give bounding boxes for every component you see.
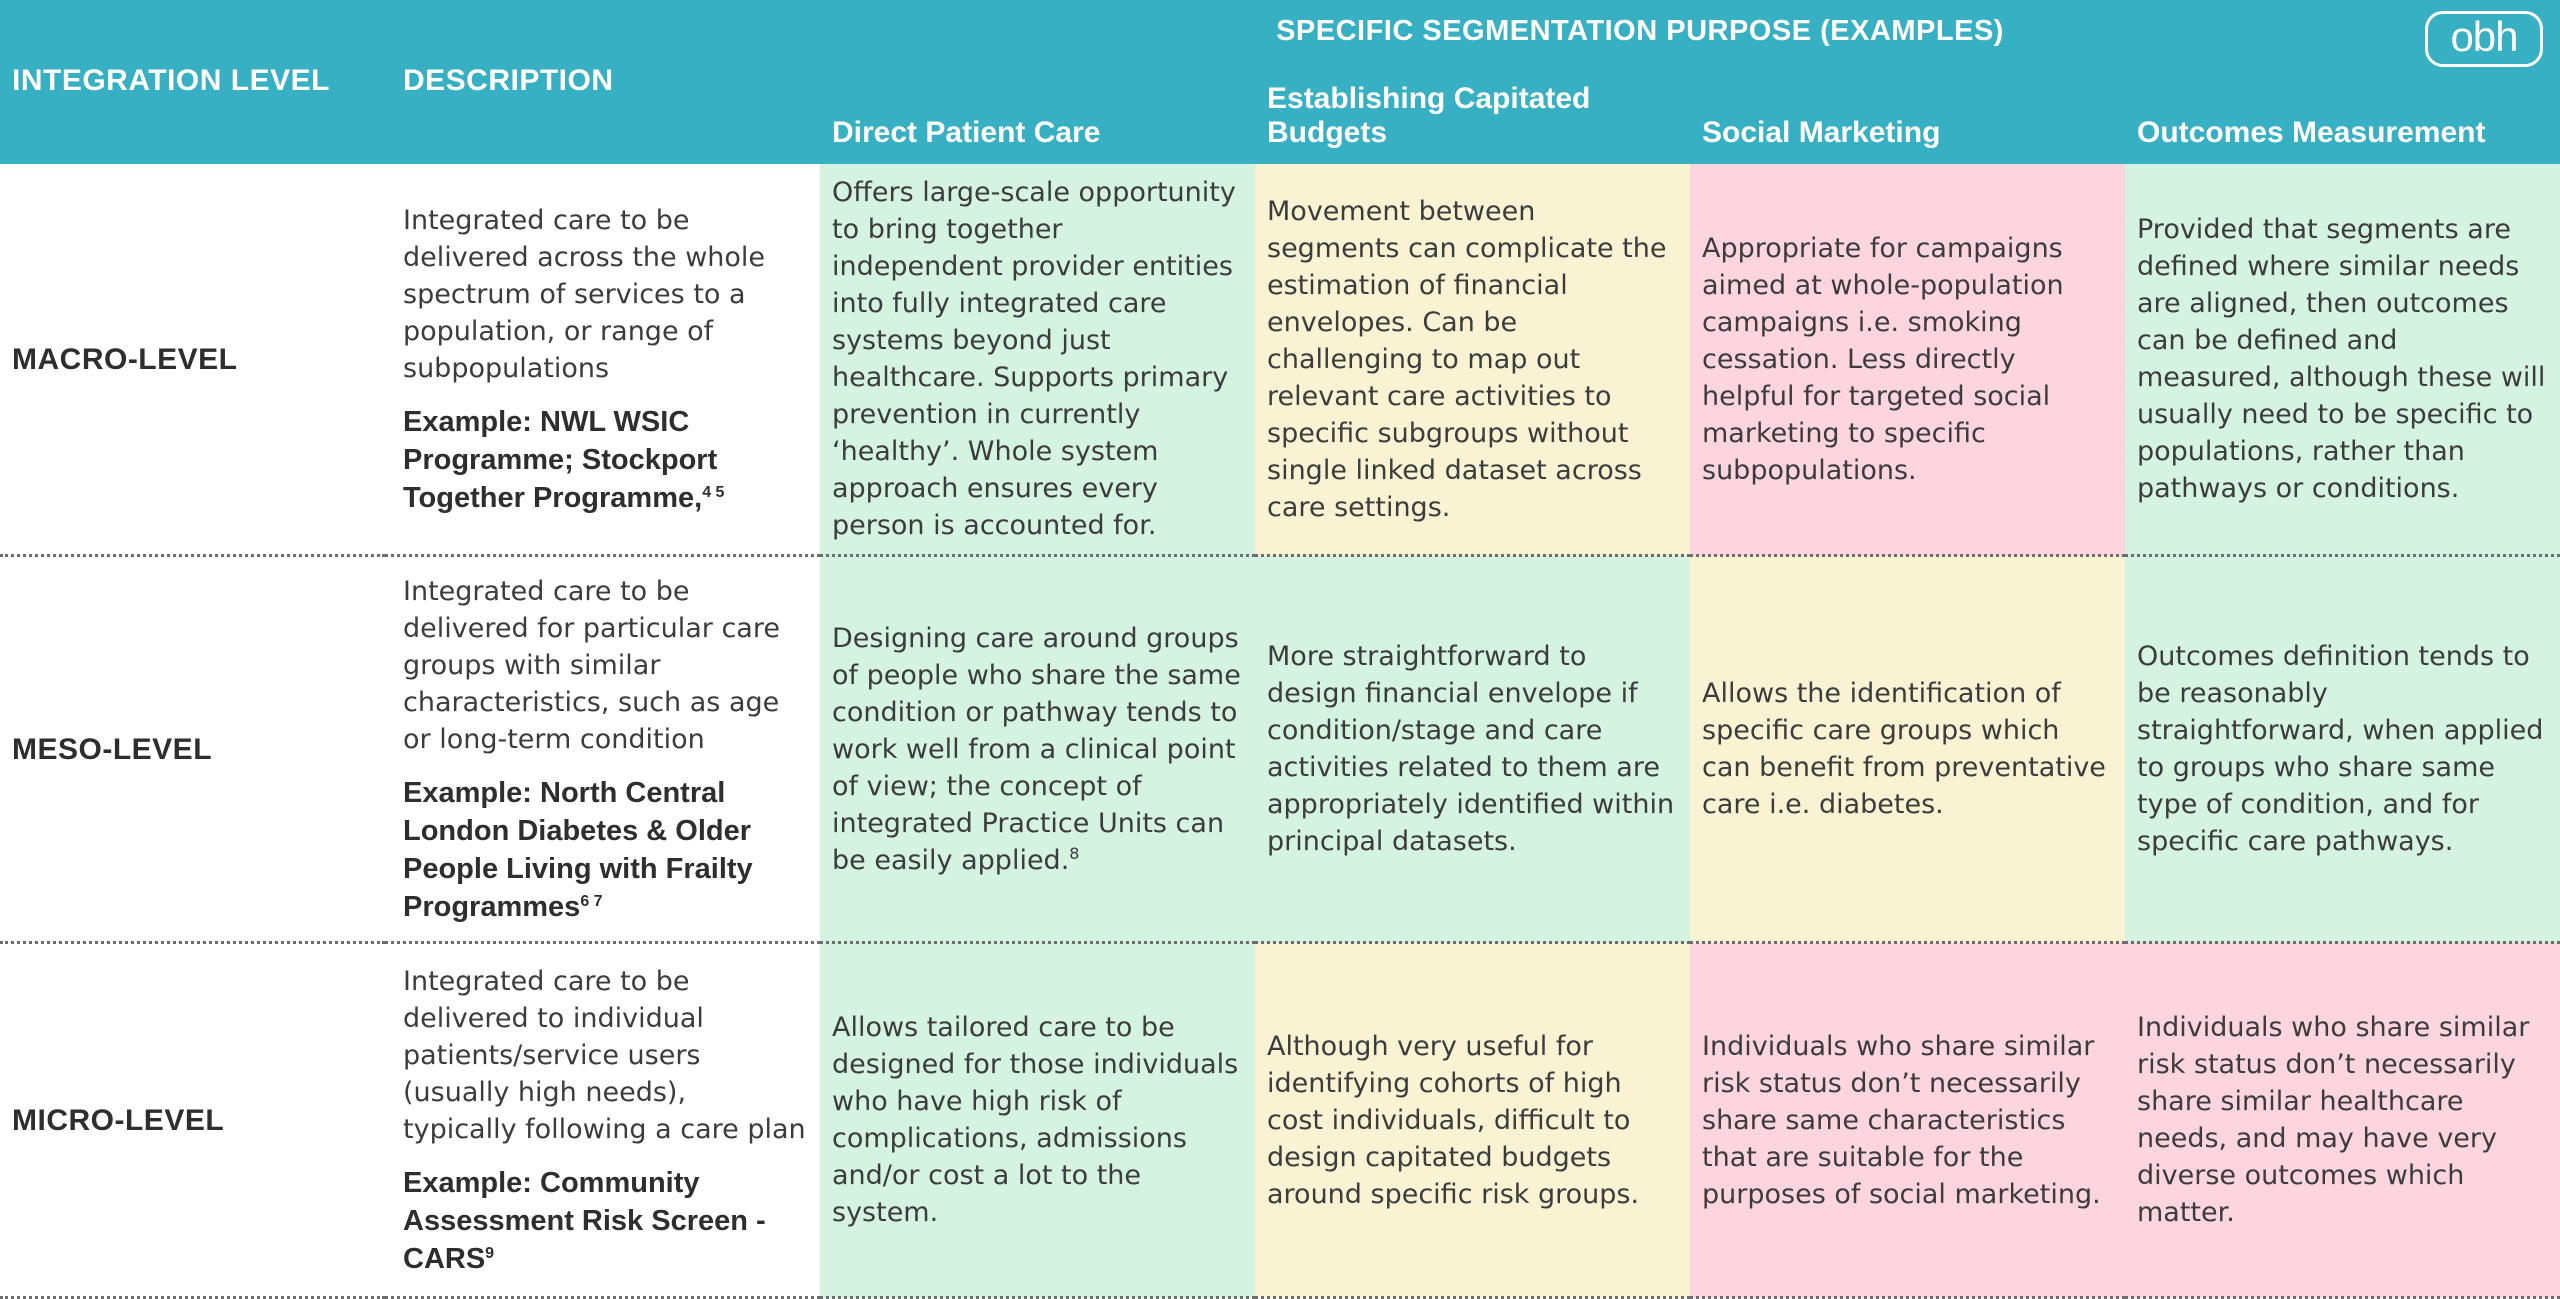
segmentation-purpose-header: SPECIFIC SEGMENTATION PURPOSE (EXAMPLES) [820,0,2560,62]
example-text: Example: NWL WSIC Programme; Stockport Together Programme,$^{4 5}$ [403,405,725,514]
example-text: Example: North Central London Diabetes & Older People Living with Frailty Programmes$^{6 7}$ [403,776,753,923]
table-row-micro [0,943,2560,1298]
example-reference: 4 5 [702,483,725,501]
description-text: Integrated care to be delivered to individual patients/service users (usually high needs), typically following a care plan [403,965,806,1145]
description-cell [385,164,820,556]
purpose-header-social-marketing: Social Marketing [1690,62,2125,164]
example-reference: 6 7 [580,892,603,910]
cell-capitated-budgets: Movement between segments can complicate the estimation of financial envelopes. Can be challenging to map out relevant care activities to specific subgroups without single linked dataset across care settings. [1255,164,1690,556]
description-header: DESCRIPTION [385,0,820,164]
level-label: MESO-LEVEL [0,556,385,943]
cell-social-marketing: Appropriate for campaigns aimed at whole-population campaigns i.e. smoking cessation. Less directly helpful for targeted social marketing to specific subpopulations. [1690,164,2125,556]
cell-social-marketing: Individuals who share similar risk status don’t necessarily share same characteristics that are suitable for the purposes of social marketing. [1690,943,2125,1298]
description-text: Integrated care to be delivered across the whole spectrum of services to a population, or range of subpopulations [403,204,766,384]
level-label: MACRO-LEVEL [0,164,385,556]
cell-outcomes-measurement: Provided that segments are defined where similar needs are aligned, then outcomes can be defined and measured, although these will usually need to be specific to populations, rather than pathways or conditions. [2125,164,2560,556]
table-row-meso [0,556,2560,943]
description-cell [385,943,820,1298]
cell-capitated-budgets: More straightforward to design financial envelope if condition/stage and care activities related to them are appropriately identified within principal datasets. [1255,556,1690,943]
cell-capitated-budgets: Although very useful for identifying cohorts of high cost individuals, difficult to design capitated budgets around specific risk groups. [1255,943,1690,1298]
purpose-header-capitated-budgets: Establishing Capitated Budgets [1255,62,1690,164]
description-cell [385,556,820,943]
obh-logo: obh [2425,11,2543,67]
cell-outcomes-measurement: Outcomes definition tends to be reasonably straightforward, when applied to groups who share same type of condition, and for specific care pathways. [2125,556,2560,943]
cell-outcomes-measurement: Individuals who share similar risk status don’t necessarily share similar healthcare needs, and may have very diverse outcomes which matter. [2125,943,2560,1298]
header-row-top [0,0,2560,62]
cell-direct-patient-care: Allows tailored care to be designed for those individuals who have high risk of complications, admissions and/or cost a lot to the system. [820,943,1255,1298]
purpose-header-direct-patient-care: Direct Patient Care [820,62,1255,164]
example-text: Example: Community Assessment Risk Screen - CARS$^9$ [403,1166,766,1275]
integration-level-header: INTEGRATION LEVEL [0,0,385,164]
level-label: MICRO-LEVEL [0,943,385,1298]
purpose-header-outcomes-measurement: Outcomes Measurement [2125,62,2560,164]
description-text: Integrated care to be delivered for particular care groups with similar characteristics, such as age or long-term condition [403,575,780,755]
table-row-macro [0,164,2560,556]
cell-direct-patient-care: Offers large-scale opportunity to bring together independent provider entities into fully integrated care systems beyond just healthcare. Supports primary prevention in currently ‘healthy’. Whole system approach ensures every person is accounted for. [820,164,1255,556]
cell-reference: 8 [1069,843,1080,863]
example-reference: 9 [485,1244,495,1262]
cell-social-marketing: Allows the identification of specific care groups which can benefit from preventative care i.e. diabetes. [1690,556,2125,943]
cell-direct-patient-care: Designing care around groups of people who share the same condition or pathway tends to work well from a clinical point of view; the concept of integrated Practice Units can be easily applied.$^8$ [820,556,1255,943]
